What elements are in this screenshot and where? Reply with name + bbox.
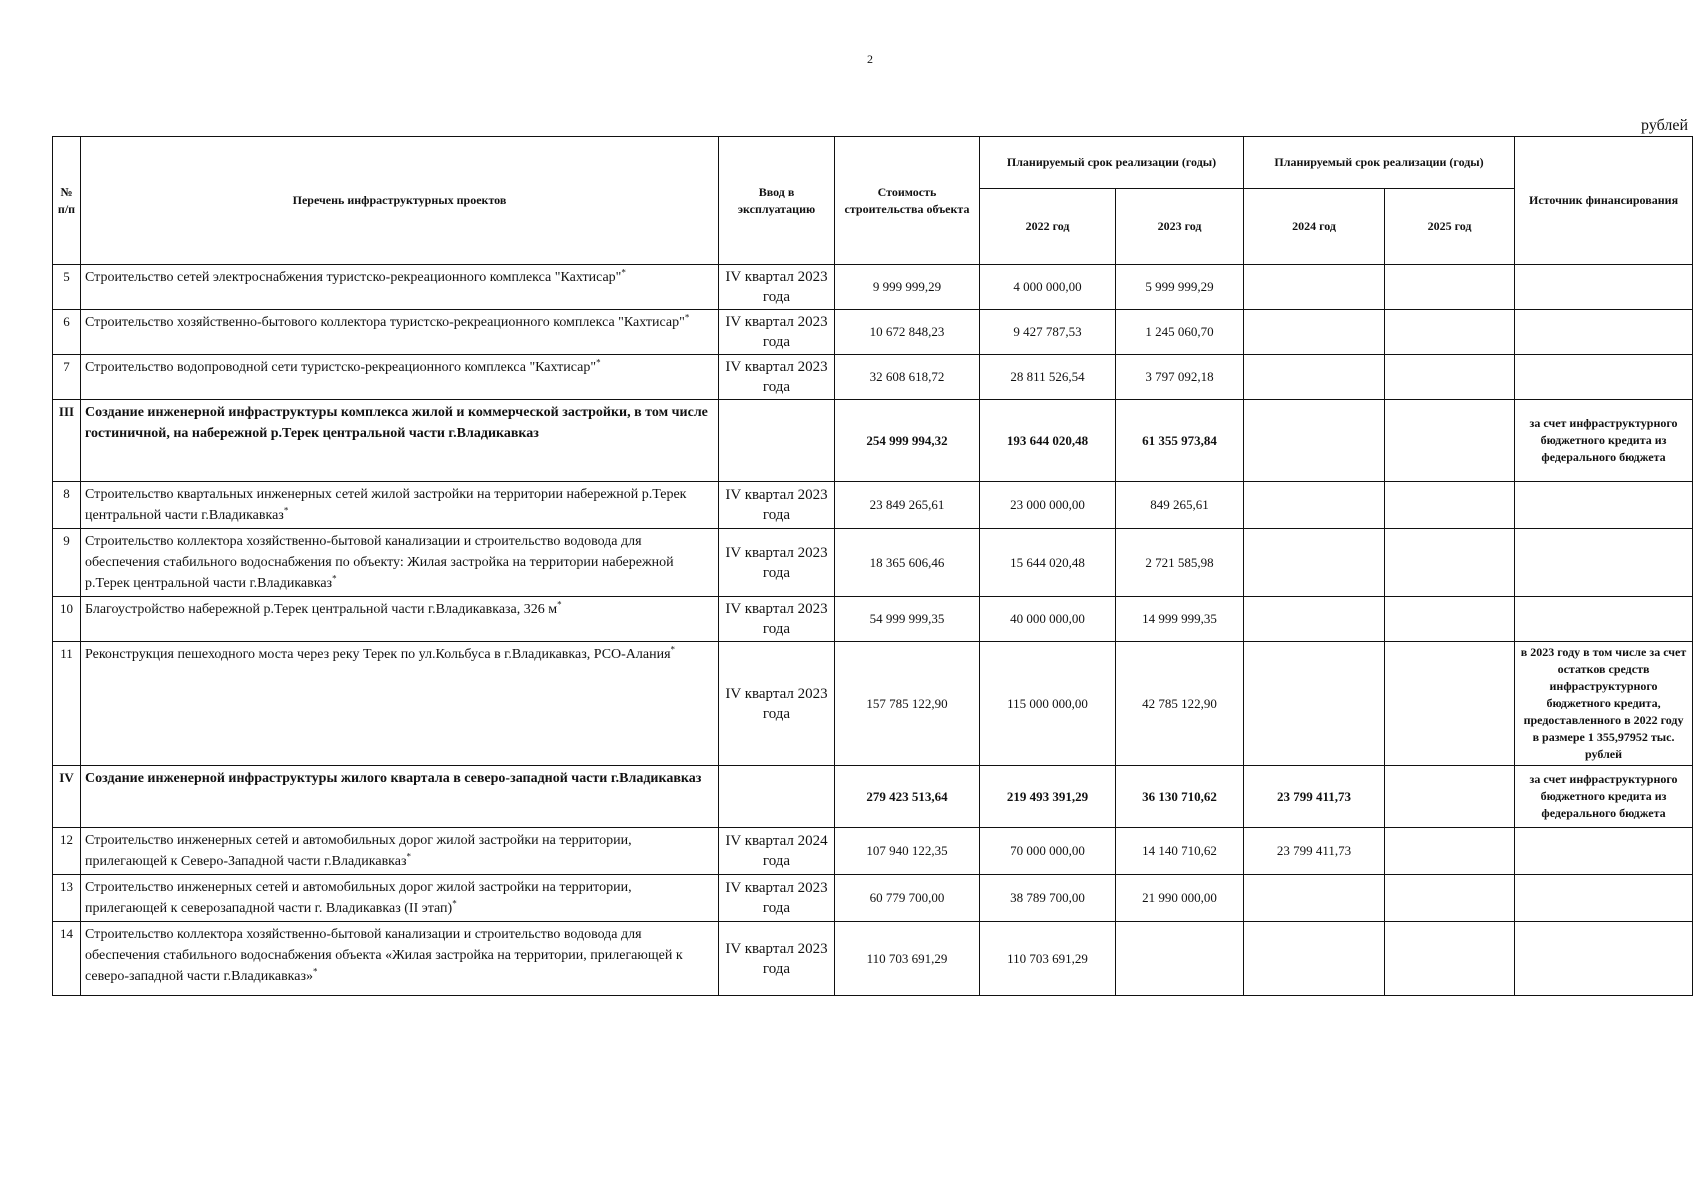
cell-2023 xyxy=(1116,828,1244,875)
cell-project-name xyxy=(81,265,719,310)
cell-cost xyxy=(835,642,980,766)
cell-2023-text: 849 265,61 xyxy=(1150,497,1209,512)
cell-num-text: 12 xyxy=(60,832,73,847)
unit-label: рублей xyxy=(1641,117,1688,134)
cell-project-name-text: Строительство коллектора хозяйственно-бытовой канализации и строительство водовода для обеспечения стабильного водоснабжения по объекту: Жилая застройка на территории набережной р.Терек центральной части г.Владикавказ xyxy=(85,534,674,591)
cell-cost-text: 254 999 994,32 xyxy=(866,432,948,448)
cell-2023 xyxy=(1116,529,1244,597)
cell-num xyxy=(53,875,81,922)
cell-cost xyxy=(835,529,980,597)
footnote-mark: * xyxy=(621,267,626,278)
cell-2024 xyxy=(1244,400,1385,482)
cell-2023 xyxy=(1116,400,1244,482)
cell-2022-text: 219 493 391,29 xyxy=(1006,788,1089,804)
cell-2023 xyxy=(1116,642,1244,766)
cell-num-text: IV xyxy=(59,770,74,785)
cell-2024 xyxy=(1244,482,1385,529)
cell-project-name xyxy=(81,529,719,597)
cell-cost-text: 54 999 999,35 xyxy=(869,611,945,626)
cell-cost-text: 107 940 122,35 xyxy=(866,843,948,858)
header-period-2022-2023: Планируемый срок реализации (годы) xyxy=(980,137,1244,189)
cell-2022-text: 110 703 691,29 xyxy=(1007,950,1088,966)
cell-num xyxy=(53,922,81,996)
cell-project-name-text: Строительство инженерных сетей и автомобильных дорог жилой застройки на территории, прилегающей к северозападной части г. Владикавказ (II этап) xyxy=(85,880,632,916)
cell-project-name xyxy=(81,875,719,922)
cell-input xyxy=(719,310,835,355)
cell-cost xyxy=(835,355,980,400)
footnote-mark: * xyxy=(332,573,337,584)
footnote-mark: * xyxy=(670,644,676,655)
cell-cost xyxy=(835,922,980,996)
cell-2025 xyxy=(1385,922,1515,996)
cell-2022 xyxy=(980,766,1116,828)
cell-2022-text: 4 000 000,00 xyxy=(1013,279,1082,294)
cell-2022-text: 70 000 000,00 xyxy=(1010,843,1085,858)
cell-cost xyxy=(835,828,980,875)
cell-project-name xyxy=(81,597,719,642)
cell-source xyxy=(1515,265,1693,310)
header-2025: 2025 год xyxy=(1385,189,1515,265)
cell-input xyxy=(719,400,835,482)
cell-input-text: IV квартал 2023 года xyxy=(725,601,828,637)
cell-project-name-text: Строительство квартальных инженерных сетей жилой застройки на территории набережной р.Терек центральной части г.Владикавказ xyxy=(85,487,687,523)
cell-input xyxy=(719,828,835,875)
footnote-mark: * xyxy=(313,966,318,977)
cell-cost-text: 9 999 999,29 xyxy=(872,279,942,294)
cell-2023-text: 2 721 585,98 xyxy=(1145,554,1214,570)
cell-2025 xyxy=(1385,400,1515,482)
cell-input-text: IV квартал 2023 года xyxy=(725,544,828,581)
footnote-mark: * xyxy=(452,898,457,909)
table-row xyxy=(53,922,1693,996)
cell-num-text: III xyxy=(58,404,75,419)
cell-2024 xyxy=(1244,922,1385,996)
cell-source xyxy=(1515,922,1693,996)
cell-source xyxy=(1515,310,1693,355)
cell-2025 xyxy=(1385,766,1515,828)
cell-2022 xyxy=(980,482,1116,529)
cell-source xyxy=(1515,766,1693,828)
cell-2023-text: 14 140 710,62 xyxy=(1142,843,1217,858)
cell-2023-text: 3 797 092,18 xyxy=(1145,369,1214,384)
cell-input xyxy=(719,642,835,766)
table-row xyxy=(53,766,1693,828)
cell-project-name-text: Реконструкция пешеходного моста через реку Терек по ул.Кольбуса в г.Владикавказ, РСО-Алания xyxy=(85,647,671,662)
cell-cost-text: 18 365 606,46 xyxy=(869,554,945,570)
cell-2024 xyxy=(1244,828,1385,875)
cell-2024 xyxy=(1244,642,1385,766)
cell-project-name xyxy=(81,828,719,875)
cell-source xyxy=(1515,400,1693,482)
cell-2024 xyxy=(1244,355,1385,400)
cell-source xyxy=(1515,482,1693,529)
cell-2024 xyxy=(1244,875,1385,922)
cell-2024 xyxy=(1244,766,1385,828)
cell-project-name-text: Создание инженерной инфраструктуры комплекса жилой и коммерческой застройки, в том числе гостиничной, на набережной р.Терек центральной части г.Владикавказ xyxy=(85,405,708,441)
cell-num xyxy=(53,310,81,355)
cell-2023-text: 21 990 000,00 xyxy=(1142,890,1217,905)
cell-num xyxy=(53,482,81,529)
cell-input xyxy=(719,482,835,529)
cell-2023-text: 1 245 060,70 xyxy=(1145,324,1214,339)
cell-num xyxy=(53,400,81,482)
cell-input xyxy=(719,875,835,922)
cell-input xyxy=(719,597,835,642)
cell-num xyxy=(53,828,81,875)
header-cost: Стоимость строительства объекта xyxy=(835,137,980,265)
cell-source xyxy=(1515,875,1693,922)
cell-2025 xyxy=(1385,310,1515,355)
table-row xyxy=(53,310,1693,355)
cell-project-name xyxy=(81,400,719,482)
header-num: № п/п xyxy=(53,137,81,265)
cell-source xyxy=(1515,597,1693,642)
cell-cost xyxy=(835,766,980,828)
cell-cost xyxy=(835,265,980,310)
cell-2022 xyxy=(980,597,1116,642)
cell-input xyxy=(719,766,835,828)
cell-cost-text: 10 672 848,23 xyxy=(869,324,945,339)
cell-cost xyxy=(835,310,980,355)
cell-2023 xyxy=(1116,766,1244,828)
cell-cost-text: 157 785 122,90 xyxy=(866,695,948,711)
cell-2024-text: 23 799 411,73 xyxy=(1276,788,1352,804)
cell-2023-text: 5 999 999,29 xyxy=(1145,279,1214,294)
cell-cost-text: 60 779 700,00 xyxy=(869,890,945,905)
header-2022: 2022 год xyxy=(980,189,1116,265)
cell-cost-text: 110 703 691,29 xyxy=(866,950,948,966)
cell-input-text: IV квартал 2023 года xyxy=(725,269,828,305)
cell-num-text: 6 xyxy=(63,314,70,329)
cell-project-name-text: Строительство коллектора хозяйственно-бытовой канализации и строительство водовода для обеспечения стабильного водоснабжения объекта «Жилая застройка на территории, прилегающей к северо-западной части г.Владикавказ» xyxy=(85,927,683,984)
footnote-mark: * xyxy=(684,312,690,323)
cell-cost xyxy=(835,597,980,642)
cell-2024 xyxy=(1244,310,1385,355)
table-row xyxy=(53,355,1693,400)
cell-2024 xyxy=(1244,529,1385,597)
cell-2024 xyxy=(1244,265,1385,310)
cell-num-text: 10 xyxy=(60,601,73,616)
footnote-mark: * xyxy=(283,505,289,516)
cell-input-text: IV квартал 2024 года xyxy=(725,833,828,869)
cell-project-name-text: Создание инженерной инфраструктуры жилого квартала в северо-западной части г.Владикавказ xyxy=(85,771,702,786)
cell-input xyxy=(719,265,835,310)
cell-2022-text: 23 000 000,00 xyxy=(1010,497,1085,512)
cell-2022 xyxy=(980,922,1116,996)
cell-2025 xyxy=(1385,597,1515,642)
cell-source xyxy=(1515,355,1693,400)
cell-input-text: IV квартал 2023 года xyxy=(725,880,828,916)
cell-2025 xyxy=(1385,355,1515,400)
table-row xyxy=(53,482,1693,529)
cell-source-text: за счет инфраструктурного бюджетного кредита из федерального бюджета xyxy=(1529,772,1678,820)
cell-2024 xyxy=(1244,597,1385,642)
cell-source-text: за счет инфраструктурного бюджетного кредита из федерального бюджета xyxy=(1529,416,1678,464)
cell-2022-text: 9 427 787,53 xyxy=(1013,324,1082,339)
header-input: Ввод в эксплуатацию xyxy=(719,137,835,265)
cell-cost-text: 23 849 265,61 xyxy=(869,497,945,512)
cell-input-text: IV квартал 2023 года xyxy=(725,487,828,523)
cell-2025 xyxy=(1385,875,1515,922)
cell-2022 xyxy=(980,642,1116,766)
cell-2022-text: 28 811 526,54 xyxy=(1010,369,1085,384)
footnote-mark: * xyxy=(596,357,601,368)
cell-2023 xyxy=(1116,922,1244,996)
cell-project-name xyxy=(81,642,719,766)
cell-project-name-text: Строительство инженерных сетей и автомобильных дорог жилой застройки на территории, прилегающей к Северо-Западной части г.Владикавказ xyxy=(85,833,632,869)
cell-2023 xyxy=(1116,310,1244,355)
cell-2023-text: 14 999 999,35 xyxy=(1142,611,1217,626)
cell-2025 xyxy=(1385,529,1515,597)
cell-project-name-text: Строительство сетей электроснабжения туристско-рекреационного комплекса "Кахтисар" xyxy=(85,270,622,285)
cell-2025 xyxy=(1385,482,1515,529)
cell-num xyxy=(53,597,81,642)
cell-2023-text: 36 130 710,62 xyxy=(1142,788,1217,804)
cell-2025 xyxy=(1385,642,1515,766)
cell-2023 xyxy=(1116,482,1244,529)
table-row xyxy=(53,642,1693,766)
cell-num xyxy=(53,265,81,310)
cell-project-name xyxy=(81,766,719,828)
table-body xyxy=(53,265,1693,996)
cell-num xyxy=(53,642,81,766)
cell-2022 xyxy=(980,310,1116,355)
cell-2023 xyxy=(1116,355,1244,400)
cell-2023 xyxy=(1116,597,1244,642)
cell-2025 xyxy=(1385,828,1515,875)
cell-input xyxy=(719,922,835,996)
table-row xyxy=(53,828,1693,875)
header-name: Перечень инфраструктурных проектов xyxy=(81,137,719,265)
cell-2023-text: 61 355 973,84 xyxy=(1142,432,1217,448)
cell-num-text: 7 xyxy=(63,359,70,374)
cell-cost xyxy=(835,482,980,529)
cell-source xyxy=(1515,529,1693,597)
cell-2022-text: 40 000 000,00 xyxy=(1010,611,1085,626)
cell-2022-text: 115 000 000,00 xyxy=(1007,695,1088,711)
cell-num xyxy=(53,529,81,597)
cell-input-text: IV квартал 2023 года xyxy=(725,685,828,722)
cell-2022 xyxy=(980,875,1116,922)
cell-2022-text: 15 644 020,48 xyxy=(1010,554,1085,570)
cell-input-text: IV квартал 2023 года xyxy=(725,314,828,350)
cell-input xyxy=(719,529,835,597)
cell-num-text: 11 xyxy=(60,646,73,661)
cell-num-text: 14 xyxy=(60,926,73,941)
cell-cost xyxy=(835,875,980,922)
table-row xyxy=(53,597,1693,642)
cell-input-text: IV квартал 2023 года xyxy=(725,940,828,977)
cell-project-name xyxy=(81,310,719,355)
cell-cost-text: 32 608 618,72 xyxy=(869,369,945,384)
cell-2023 xyxy=(1116,875,1244,922)
header-2023: 2023 год xyxy=(1116,189,1244,265)
cell-2023-text: 42 785 122,90 xyxy=(1142,695,1217,711)
table-row xyxy=(53,400,1693,482)
cell-2022-text: 193 644 020,48 xyxy=(1006,432,1089,448)
table-row xyxy=(53,265,1693,310)
cell-project-name-text: Строительство хозяйственно-бытового коллектора туристско-рекреационного комплекса "Кахтисар" xyxy=(85,315,685,330)
cell-2022 xyxy=(980,355,1116,400)
cell-num xyxy=(53,766,81,828)
cell-project-name xyxy=(81,482,719,529)
cell-num xyxy=(53,355,81,400)
header-source: Источник финансирования xyxy=(1515,137,1693,265)
cell-cost-text: 279 423 513,64 xyxy=(866,788,948,804)
header-period-2024-2025: Планируемый срок реализации (годы) xyxy=(1244,137,1515,189)
cell-num-text: 9 xyxy=(63,533,70,548)
cell-input xyxy=(719,355,835,400)
cell-project-name xyxy=(81,355,719,400)
cell-2022 xyxy=(980,828,1116,875)
footnote-mark: * xyxy=(557,599,562,610)
table-row xyxy=(53,875,1693,922)
cell-source xyxy=(1515,642,1693,766)
cell-2022-text: 38 789 700,00 xyxy=(1010,890,1085,905)
cell-2022 xyxy=(980,265,1116,310)
cell-2022 xyxy=(980,529,1116,597)
cell-project-name-text: Строительство водопроводной сети туристско-рекреационного комплекса "Кахтисар" xyxy=(85,360,597,375)
header-2024: 2024 год xyxy=(1244,189,1385,265)
cell-2023 xyxy=(1116,265,1244,310)
cell-project-name xyxy=(81,922,719,996)
cell-input-text: IV квартал 2023 года xyxy=(725,359,828,395)
cell-2024-text: 23 799 411,73 xyxy=(1276,843,1352,858)
page-number: 2 xyxy=(867,52,873,66)
table-row xyxy=(53,529,1693,597)
cell-2025 xyxy=(1385,265,1515,310)
cell-cost xyxy=(835,400,980,482)
cell-project-name-text: Благоустройство набережной р.Терек центральной части г.Владикавказа, 326 м xyxy=(85,602,558,617)
cell-source xyxy=(1515,828,1693,875)
footnote-mark: * xyxy=(406,851,412,862)
cell-num-text: 5 xyxy=(63,269,70,284)
cell-num-text: 8 xyxy=(63,486,70,501)
cell-source-text: в 2023 году в том числе за счет остатков средств инфраструктурного бюджетного кредита, предоставленного в 2022 году в размере 1 355,97952 тыс. рублей xyxy=(1520,645,1687,761)
cell-num-text: 13 xyxy=(60,879,73,894)
infrastructure-projects-table xyxy=(52,136,1693,996)
cell-2022 xyxy=(980,400,1116,482)
